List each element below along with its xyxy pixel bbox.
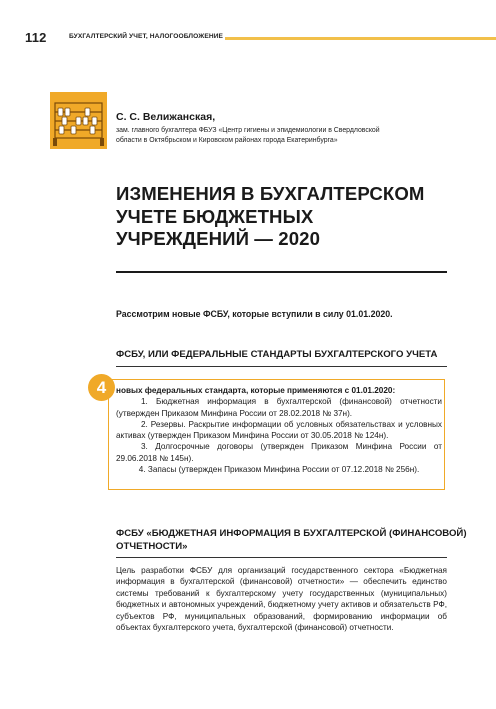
author-name: С. С. Велижанская, [116,111,216,123]
article-title: ИЗМЕНЕНИЯ В БУХГАЛТЕРСКОМ УЧЕТЕ БЮДЖЕТНЫХ УЧРЕЖДЕНИЙ — 2020 [116,183,425,249]
section-heading-fsbu: ФСБУ, ИЛИ ФЕДЕРАЛЬНЫЕ СТАНДАРТЫ БУХГАЛТЕРСКОГО УЧЕТА [116,349,438,360]
callout-item: 1. Бюджетная информация в бухгалтерской (финансовой) отчетности (утвержден Приказом Минфина России от 28.02.2018 № 37н). [116,397,442,418]
page-number: 112 [25,30,47,45]
callout-item: 4. Запасы (утвержден Приказом Минфина России от 07.12.2018 № 256н). [138,465,420,475]
running-header [25,30,496,46]
callout-intro: новых федеральных стандарта, которые применяются с 01.01.2020: [116,386,396,395]
article-lead: Рассмотрим новые ФСБУ, которые вступили в силу 01.01.2020. [116,309,393,319]
callout-item: 2. Резервы. Раскрытие информации об условных обязательствах и условных активах (утвержден Приказом Минфина России от 30.05.2018 № 124н). [116,419,442,441]
section-title: БУХГАЛТЕРСКИЙ УЧЕТ, НАЛОГООБЛОЖЕНИЕ [69,33,224,40]
header-accent-line [225,37,496,40]
body-paragraph: Цель разработки ФСБУ для организаций государственного сектора «Бюджетная информация в бухгалтерской (финансовой) отчетности» — обеспечить единство системы требований к бухгалтерскому учету государственных (муниципальных) бюджетных и автономных учреждений, бюджетному учету активов и обязательств РФ, субъектов РФ, муниципальных образований, формированию информации об объектах бухгалтерского учета, бухгалтерской (финансовой) отчетности. [116,566,447,633]
callout-item: 3. Долгосрочные договоры (утвержден Приказом Минфина России от 29.06.2018 № 145н). [116,442,442,463]
section-divider [116,366,447,367]
callout-text [116,385,442,475]
author-position: зам. главного бухгалтера ФБУЗ «Центр гигиены и эпидемиологии в Свердловской области в Октябрьском и Кировском районах города Екатеринбурга» [116,127,380,145]
abacus-icon [50,92,107,149]
count-badge: 4 [88,374,115,401]
section-divider [116,557,447,558]
section-heading-budget-info: ФСБУ «БЮДЖЕТНАЯ ИНФОРМАЦИЯ В БУХГАЛТЕРСКОЙ (ФИНАНСОВОЙ) ОТЧЕТНОСТИ» [116,528,467,553]
title-divider [116,271,447,273]
